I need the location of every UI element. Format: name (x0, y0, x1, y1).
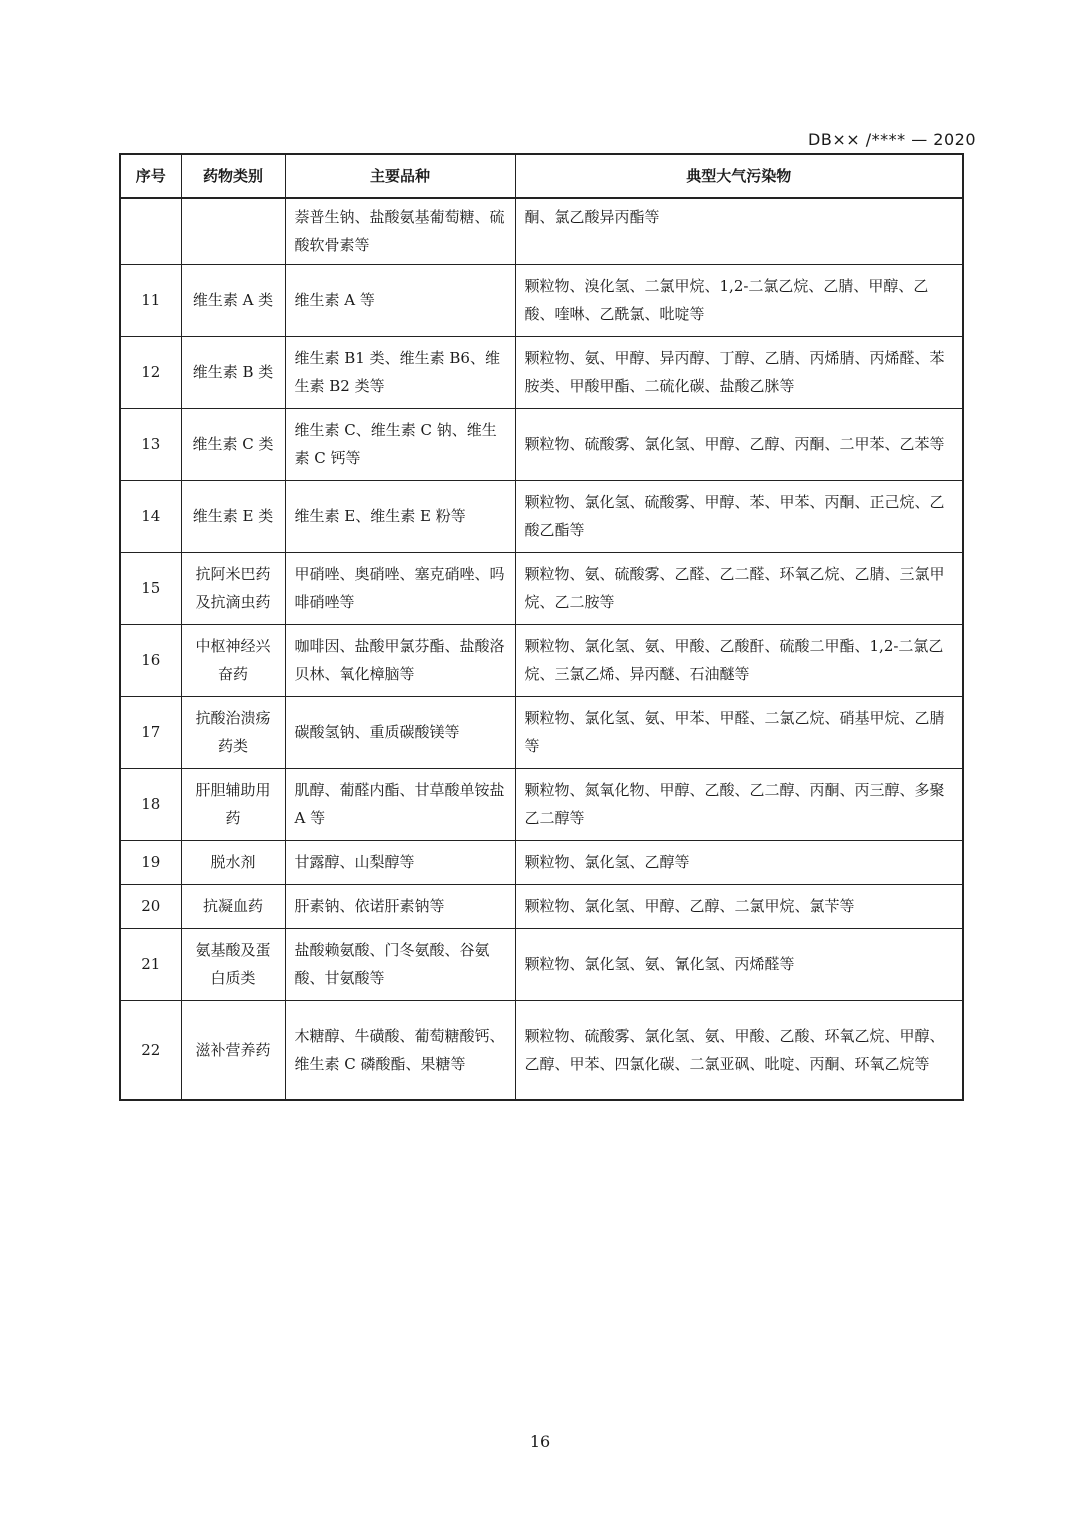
table-row (120, 336, 963, 408)
row-number: 14 (120, 480, 181, 552)
typical-pollutants: 颗粒物、氨、硫酸雾、乙醛、乙二醛、环氧乙烷、乙腈、三氯甲烷、乙二胺等 (515, 552, 963, 624)
main-varieties: 盐酸赖氨酸、门冬氨酸、谷氨酸、甘氨酸等 (285, 928, 515, 1000)
table-header-row (120, 154, 963, 198)
row-number: 18 (120, 768, 181, 840)
drug-category: 脱水剂 (181, 840, 285, 884)
main-varieties: 维生素 E、维生素 E 粉等 (285, 480, 515, 552)
page-number: 16 (529, 1432, 551, 1451)
main-varieties: 维生素 B1 类、维生素 B6、维生素 B2 类等 (285, 336, 515, 408)
table-row (120, 840, 963, 884)
typical-pollutants: 颗粒物、氯化氢、氨、甲酸、乙酸酐、硫酸二甲酯、1,2-二氯乙烷、三氯乙烯、异丙醚、石油醚等 (515, 624, 963, 696)
table-row (120, 408, 963, 480)
main-varieties: 肌醇、葡醛内酯、甘草酸单铵盐 A 等 (285, 768, 515, 840)
drug-category: 维生素 B 类 (181, 336, 285, 408)
typical-pollutants: 颗粒物、氯化氢、硫酸雾、甲醇、苯、甲苯、丙酮、正己烷、乙酸乙酯等 (515, 480, 963, 552)
drug-category: 氨基酸及蛋白质类 (181, 928, 285, 1000)
typical-pollutants: 颗粒物、氮氧化物、甲醇、乙酸、乙二醇、丙酮、丙三醇、多聚乙二醇等 (515, 768, 963, 840)
main-varieties: 肝素钠、依诺肝素钠等 (285, 884, 515, 928)
row-number: 13 (120, 408, 181, 480)
main-varieties: 维生素 A 等 (285, 264, 515, 336)
standard-code: DB×× /**** — 2020 (808, 130, 976, 149)
main-varieties: 维生素 C、维生素 C 钠、维生素 C 钙等 (285, 408, 515, 480)
typical-pollutants: 颗粒物、硫酸雾、氯化氢、甲醇、乙醇、丙酮、二甲苯、乙苯等 (515, 408, 963, 480)
row-number: 19 (120, 840, 181, 884)
table-row (120, 624, 963, 696)
column-header-no: 序号 (120, 154, 181, 198)
main-varieties: 木糖醇、牛磺酸、葡萄糖酸钙、维生素 C 磷酸酯、果糖等 (285, 1000, 515, 1100)
table-row (120, 264, 963, 336)
row-number (120, 198, 181, 264)
drug-category: 滋补营养药 (181, 1000, 285, 1100)
pollutant-table (119, 153, 964, 1101)
drug-category: 抗凝血药 (181, 884, 285, 928)
typical-pollutants: 颗粒物、氯化氢、甲醇、乙醇、二氯甲烷、氯苄等 (515, 884, 963, 928)
row-number: 11 (120, 264, 181, 336)
table-row (120, 480, 963, 552)
row-number: 21 (120, 928, 181, 1000)
main-varieties: 咖啡因、盐酸甲氯芬酯、盐酸洛贝林、氧化樟脑等 (285, 624, 515, 696)
drug-category: 抗阿米巴药及抗滴虫药 (181, 552, 285, 624)
typical-pollutants: 颗粒物、溴化氢、二氯甲烷、1,2-二氯乙烷、乙腈、甲醇、乙酸、喹啉、乙酰氯、吡啶等 (515, 264, 963, 336)
row-number: 20 (120, 884, 181, 928)
drug-category: 维生素 A 类 (181, 264, 285, 336)
table-row (120, 552, 963, 624)
typical-pollutants: 颗粒物、氯化氢、乙醇等 (515, 840, 963, 884)
typical-pollutants: 颗粒物、硫酸雾、氯化氢、氨、甲酸、乙酸、环氧乙烷、甲醇、乙醇、甲苯、四氯化碳、二氯亚砜、吡啶、丙酮、环氧乙烷等 (515, 1000, 963, 1100)
main-varieties: 甘露醇、山梨醇等 (285, 840, 515, 884)
typical-pollutants: 酮、氯乙酸异丙酯等 (515, 198, 963, 264)
typical-pollutants: 颗粒物、氯化氢、氨、氰化氢、丙烯醛等 (515, 928, 963, 1000)
main-varieties: 萘普生钠、盐酸氨基葡萄糖、硫酸软骨素等 (285, 198, 515, 264)
column-header-varieties: 主要品种 (285, 154, 515, 198)
typical-pollutants: 颗粒物、氨、甲醇、异丙醇、丁醇、乙腈、丙烯腈、丙烯醛、苯胺类、甲酸甲酯、二硫化碳、盐酸乙脒等 (515, 336, 963, 408)
row-number: 15 (120, 552, 181, 624)
column-header-pollutants: 典型大气污染物 (515, 154, 963, 198)
column-header-category: 药物类别 (181, 154, 285, 198)
drug-category: 维生素 C 类 (181, 408, 285, 480)
drug-category: 中枢神经兴奋药 (181, 624, 285, 696)
table-row (120, 768, 963, 840)
drug-category: 维生素 E 类 (181, 480, 285, 552)
main-varieties: 甲硝唑、奥硝唑、塞克硝唑、吗啡硝唑等 (285, 552, 515, 624)
table-row (120, 198, 963, 264)
drug-category: 肝胆辅助用药 (181, 768, 285, 840)
row-number: 17 (120, 696, 181, 768)
main-varieties: 碳酸氢钠、重质碳酸镁等 (285, 696, 515, 768)
table-row (120, 928, 963, 1000)
row-number: 16 (120, 624, 181, 696)
table-row (120, 1000, 963, 1100)
drug-category (181, 198, 285, 264)
drug-category: 抗酸治溃疡药类 (181, 696, 285, 768)
table-row (120, 884, 963, 928)
row-number: 12 (120, 336, 181, 408)
typical-pollutants: 颗粒物、氯化氢、氨、甲苯、甲醛、二氯乙烷、硝基甲烷、乙腈等 (515, 696, 963, 768)
table-row (120, 696, 963, 768)
row-number: 22 (120, 1000, 181, 1100)
